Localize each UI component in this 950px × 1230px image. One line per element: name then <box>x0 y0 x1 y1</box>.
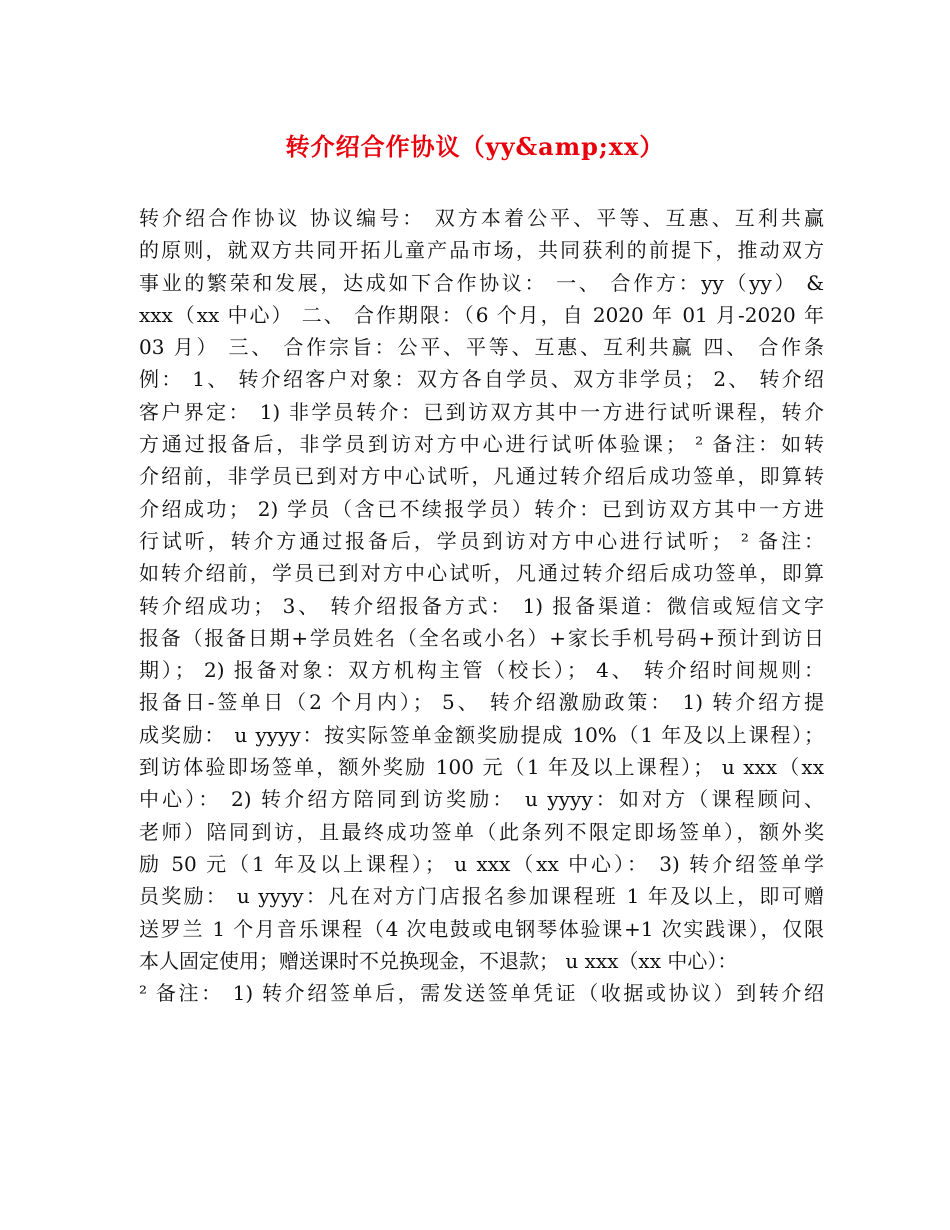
body-line: 介绍前，非学员已到对方中心试听，凡通过转介绍后成功签单，即算转 <box>139 464 824 489</box>
body-line: 例： 1、 转介绍客户对象：双方各自学员、双方非学员； 2、 转介绍 <box>139 367 824 392</box>
body-line: 转介绍成功； 3、 转介绍报备方式： 1) 报备渠道：微信或短信文字 <box>139 593 824 618</box>
body-line: 报备日-签单日（2 个月内）； 5、 转介绍激励政策： 1) 转介绍方提 <box>139 690 824 715</box>
body-line: 本人固定使用；赠送课时不兑换现金，不退款； u xxx（xx 中心）： <box>139 948 738 973</box>
body-line: 客户界定： 1) 非学员转介：已到访双方其中一方进行试听课程，转介 <box>139 399 824 424</box>
body-line: ² 备注： 1) 转介绍签单后，需发送签单凭证（收据或协议）到转介绍 <box>139 981 824 1006</box>
body-line: 励 50 元（1 年及以上课程）； u xxx（xx 中心）： 3) 转介绍签单学 <box>139 851 824 876</box>
body-line: 到访体验即场签单，额外奖励 100 元（1 年及以上课程）； u xxx（xx <box>139 755 824 780</box>
body-line: 的原则，就双方共同开拓儿童产品市场，共同获利的前提下，推动双方 <box>139 238 824 263</box>
body-line: 中心）： 2) 转介绍方陪同到访奖励： u yyyy：如对方（课程顾问、 <box>139 787 824 812</box>
document-title: 转介绍合作协议（yy&amp;xx） <box>285 132 665 161</box>
body-line: 老师）陪同到访，且最终成功签单（此条列不限定即场签单），额外奖 <box>139 819 824 844</box>
body-line: 如转介绍前，学员已到对方中心试听，凡通过转介绍后成功签单，即算 <box>139 561 824 586</box>
body-line: 员奖励： u yyyy：凡在对方门店报名参加课程班 1 年及以上，即可赠 <box>139 884 824 909</box>
body-line: 介绍成功； 2) 学员（含已不续报学员）转介：已到访双方其中一方进 <box>139 496 824 521</box>
body-line: 报备（报备日期+学员姓名（全名或小名）+家长手机号码+预计到访日 <box>139 625 824 650</box>
body-line: 03 月） 三、 合作宗旨：公平、平等、互惠、互利共赢 四、 合作条 <box>139 335 824 360</box>
body-line: 事业的繁荣和发展，达成如下合作协议： 一、 合作方：yy（yy） & <box>139 270 824 295</box>
document-body <box>139 202 824 1009</box>
body-line: 送罗兰 1 个月音乐课程（4 次电鼓或电钢琴体验课+1 次实践课），仅限 <box>139 916 824 941</box>
body-line: 成奖励： u yyyy：按实际签单金额奖励提成 10%（1 年及以上课程）； <box>139 722 824 747</box>
body-line: 方通过报备后，非学员到访对方中心进行试听体验课； ² 备注：如转 <box>139 432 824 457</box>
body-line: 转介绍合作协议 协议编号： 双方本着公平、平等、互惠、互利共赢 <box>139 206 824 230</box>
body-line: 行试听，转介方通过报备后，学员到访对方中心进行试听； ² 备注： <box>139 528 824 553</box>
body-line: 期）； 2) 报备对象：双方机构主管（校长）； 4、 转介绍时间规则： <box>139 658 824 683</box>
body-line: xxx（xx 中心） 二、 合作期限：（6 个月，自 2020 年 01 月-2020 年 <box>139 302 824 327</box>
